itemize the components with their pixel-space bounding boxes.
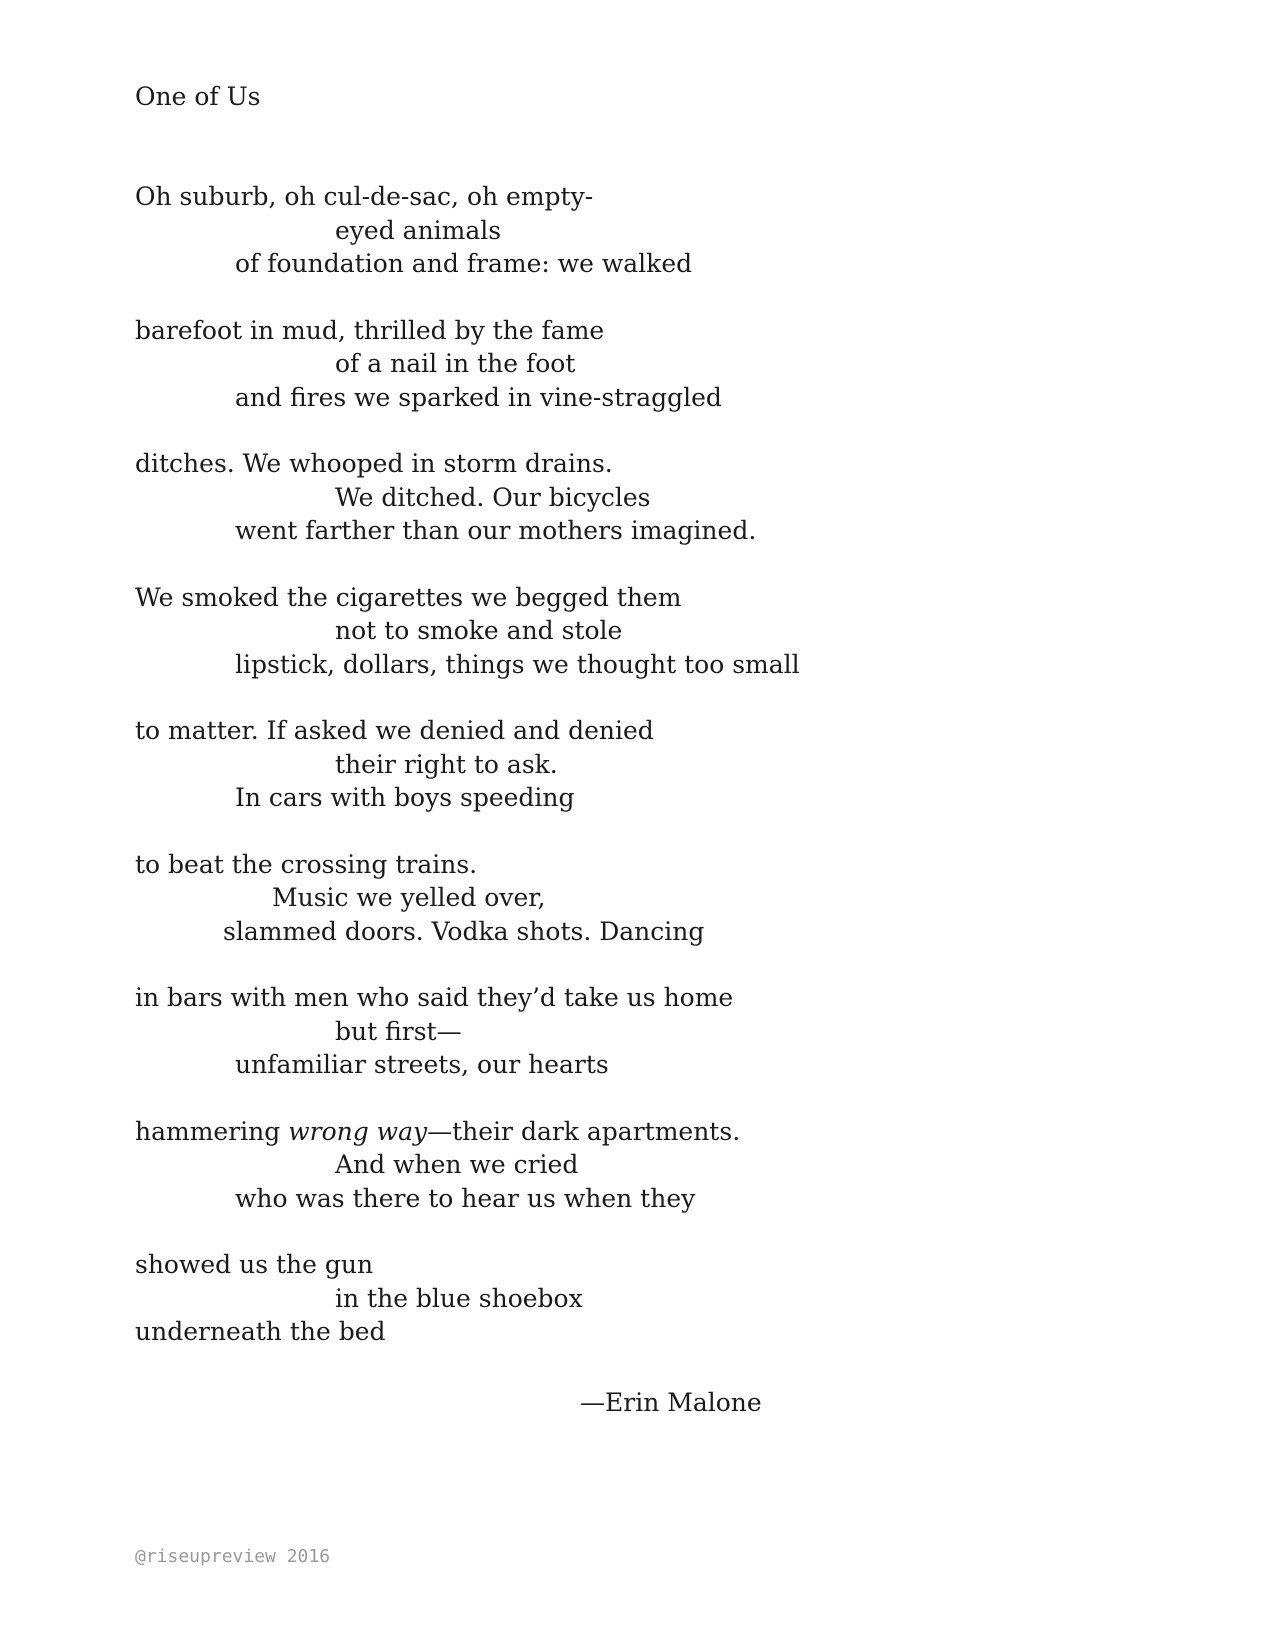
poem-line: underneath the bed — [135, 1317, 386, 1346]
poem-line — [135, 1115, 800, 1149]
poem-line: unfamiliar streets, our hearts — [235, 1050, 609, 1079]
poem-line: not to smoke and stole — [335, 616, 623, 645]
poem-line: but first— — [335, 1016, 462, 1046]
poem-line: of foundation and frame: we walked — [235, 249, 693, 278]
poem-line: We smoked the cigarettes we begged them — [135, 582, 682, 612]
poem-line: went farther than our mothers imagined. — [235, 516, 757, 545]
poem-line: slammed doors. Vodka shots. Dancing — [223, 916, 705, 946]
poem-line: who was there to hear us when they — [235, 1183, 696, 1213]
poem-line: and fires we sparked in vine-straggled — [235, 382, 722, 412]
poem-line: to matter. If asked we denied and denied — [135, 716, 654, 745]
poem-line: eyed animals — [335, 215, 502, 245]
poem-line: in the blue shoebox — [335, 1283, 583, 1313]
poem-line: of a nail in the foot — [335, 349, 576, 378]
poem-line: lipstick, dollars, things we thought too small — [235, 649, 800, 679]
poem-line-text: —their dark apartments. — [427, 1116, 741, 1146]
poem-line: their right to ask. — [335, 749, 558, 779]
poem-line: in bars with men who said they’d take us home — [135, 983, 734, 1012]
poem-line: And when we cried — [335, 1150, 579, 1179]
poem-body — [135, 180, 800, 1349]
poem-line: barefoot in mud, thrilled by the fame — [135, 315, 605, 345]
author-attribution: —Erin Malone — [580, 1388, 762, 1417]
poem-line: ditches. We whooped in storm drains. — [135, 449, 613, 478]
poem-line: showed us the gun — [135, 1250, 374, 1279]
poem-line-text: hammering — [135, 1116, 289, 1146]
poem-line: Oh suburb, oh cul-de-sac, oh empty- — [135, 182, 594, 211]
copyright-footer: @riseupreview 2016 — [135, 1546, 331, 1567]
poem-line: We ditched. Our bicycles — [335, 482, 651, 512]
poem-line: In cars with boys speeding — [235, 783, 575, 812]
poem-title: One of Us — [135, 82, 261, 111]
poem-line: to beat the crossing trains. — [135, 849, 478, 879]
poem-line-italic-text: wrong way — [288, 1116, 428, 1146]
poem-line: Music we yelled over, — [272, 883, 546, 912]
